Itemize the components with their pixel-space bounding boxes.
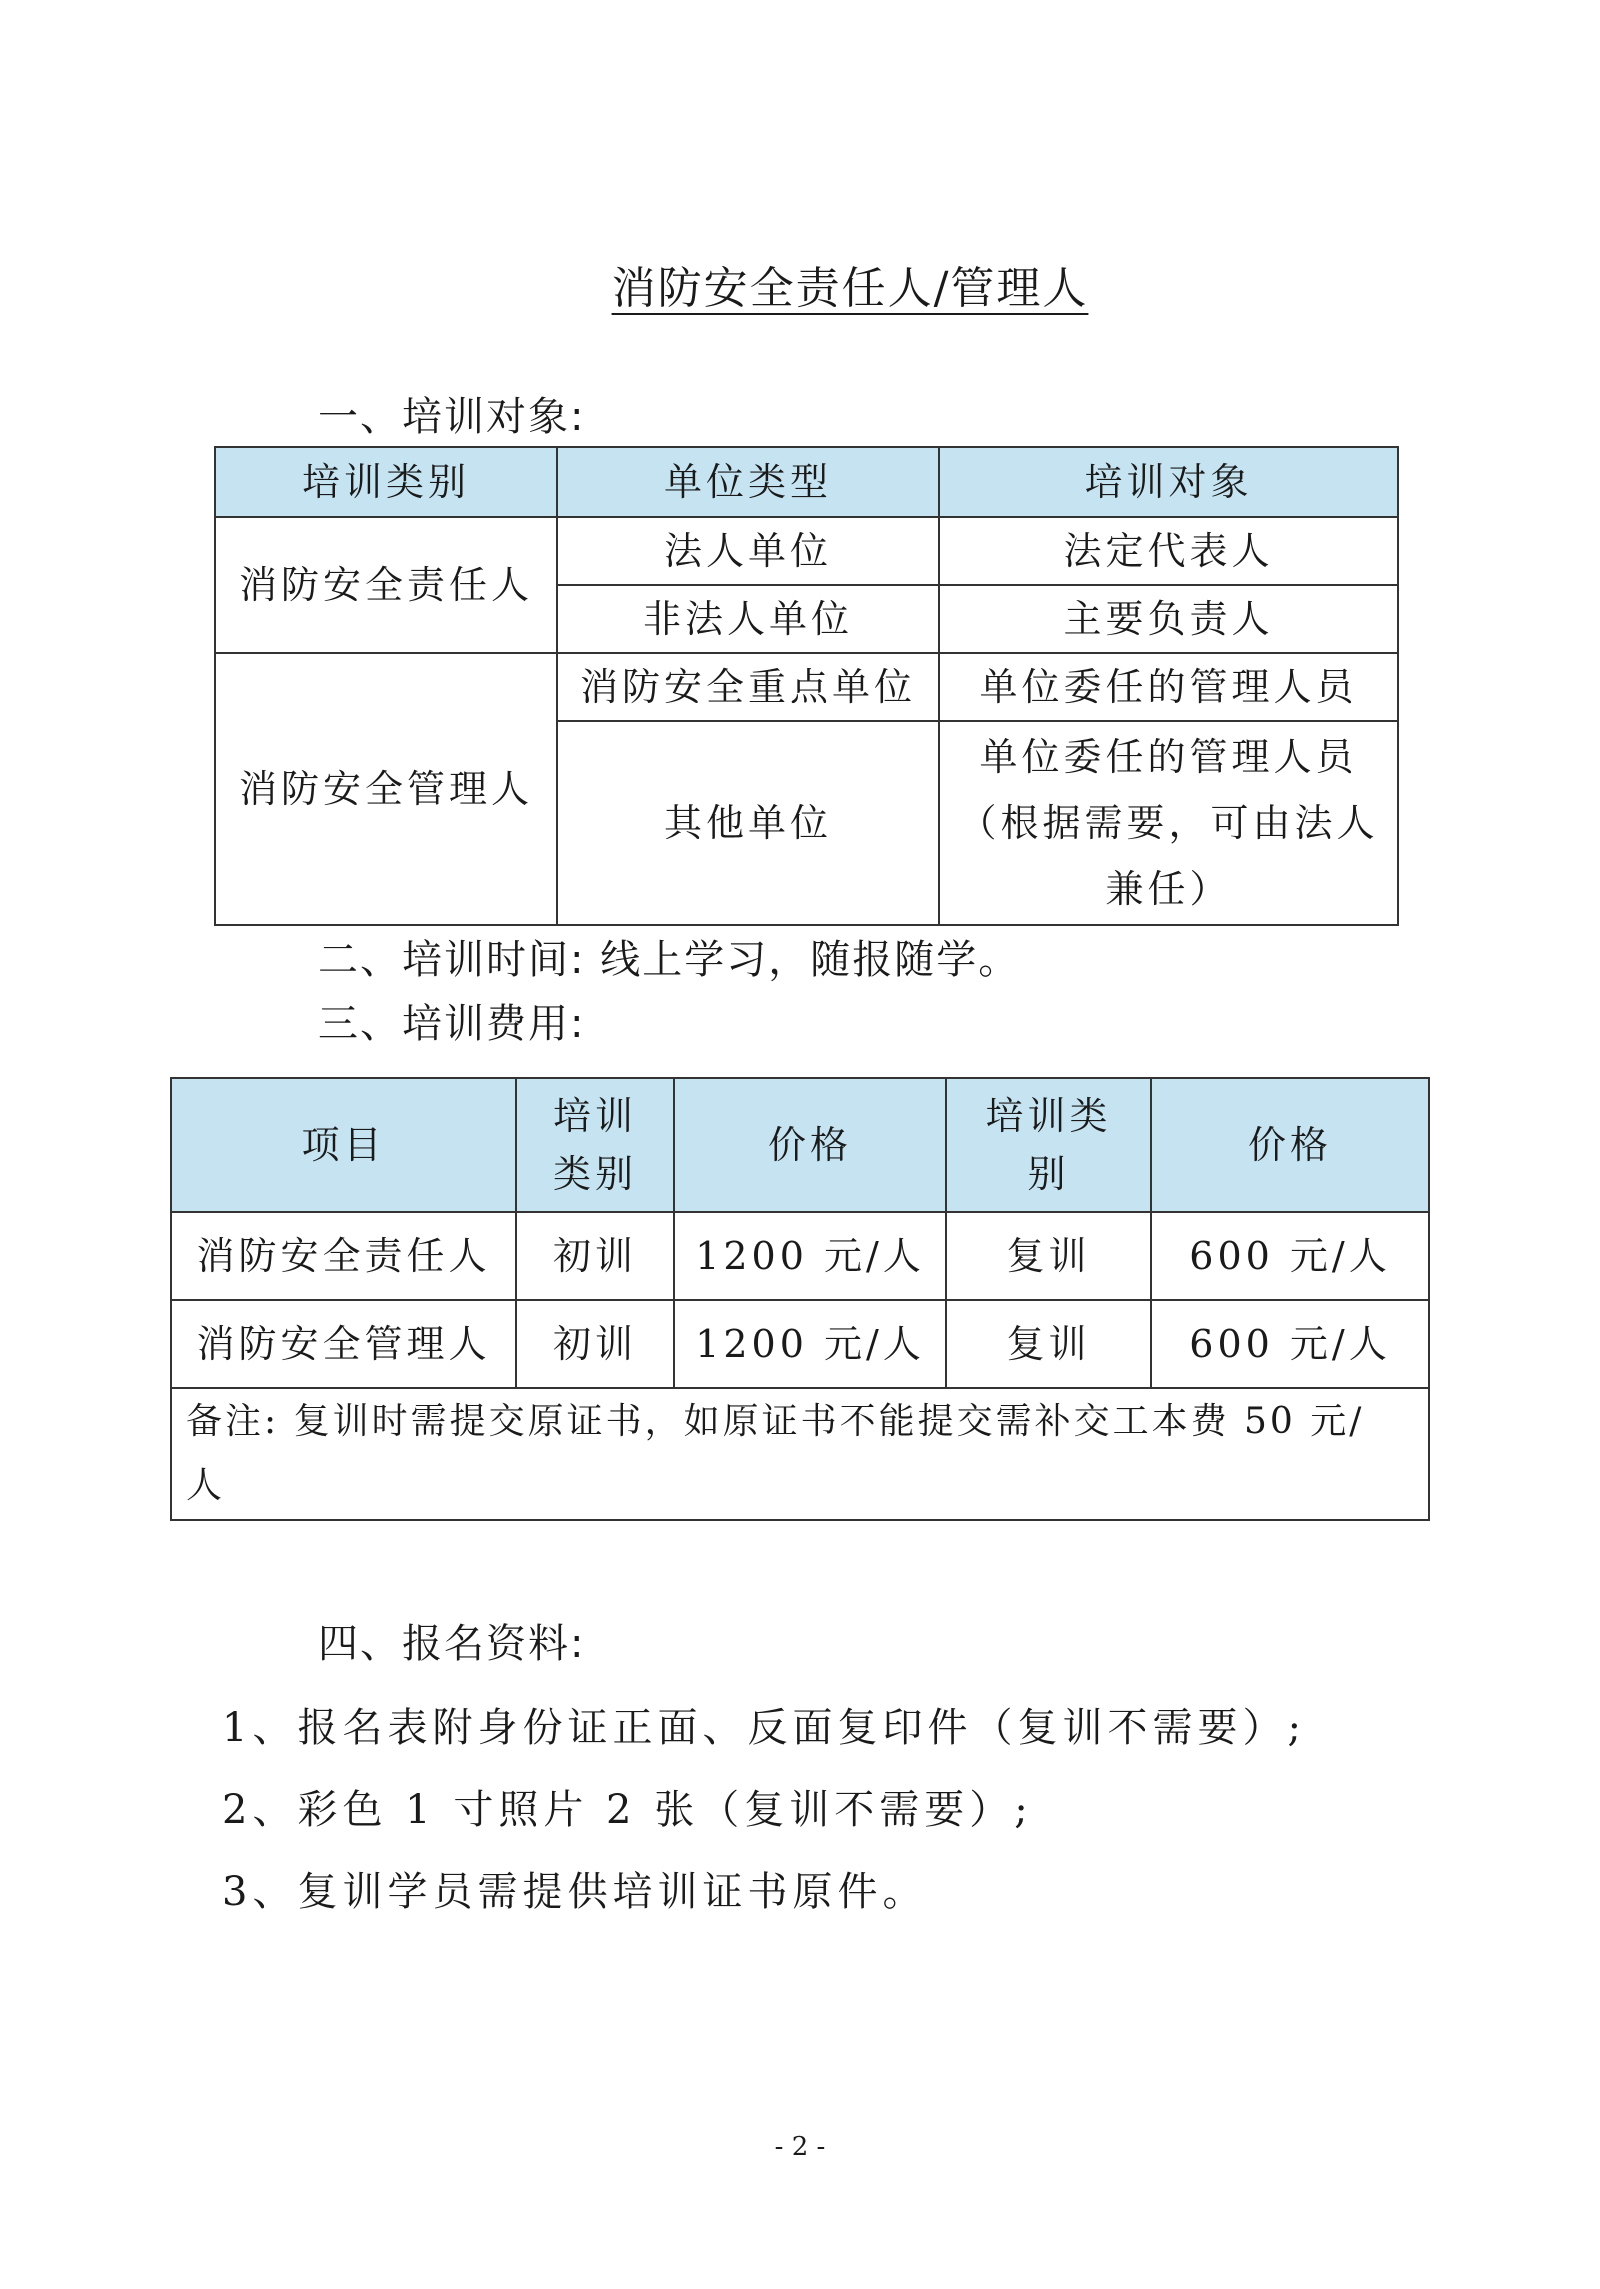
target-line: （根据需要，可由法人	[958, 801, 1379, 845]
price2-cell: 600 元/人	[1151, 1212, 1429, 1300]
header-type1-line: 培训	[552, 1094, 637, 1138]
note-row	[171, 1388, 1429, 1520]
item-cell: 消防安全责任人	[171, 1212, 516, 1300]
unit-cell: 法人单位	[557, 517, 939, 585]
category-cell: 消防安全责任人	[215, 517, 557, 653]
header-item: 项目	[171, 1078, 516, 1212]
price1-cell: 1200 元/人	[674, 1300, 946, 1388]
section4-heading: 四、报名资料:	[318, 1621, 586, 1667]
table-row	[215, 517, 1398, 585]
item-cell: 消防安全管理人	[171, 1300, 516, 1388]
target-line: 兼任）	[1105, 867, 1232, 911]
header-category: 培训类别	[215, 447, 557, 517]
note-line: 人	[186, 1465, 226, 1506]
header-price1: 价格	[674, 1078, 946, 1212]
table-row	[171, 1212, 1429, 1300]
header-type1-line: 类别	[552, 1152, 637, 1196]
list-item: 1、报名表附身份证正面、反面复印件（复训不需要）;	[222, 1705, 1306, 1751]
list-item: 3、复训学员需提供培训证书原件。	[222, 1869, 928, 1915]
target-cell	[939, 721, 1398, 925]
price2-cell: 600 元/人	[1151, 1300, 1429, 1388]
header-type2	[946, 1078, 1151, 1212]
note-line: 备注: 复训时需提交原证书，如原证书不能提交需补交工本费 50 元/	[186, 1401, 1365, 1442]
target-cell: 法定代表人	[939, 517, 1398, 585]
section1-heading: 一、培训对象:	[318, 394, 586, 440]
header-type1	[516, 1078, 674, 1212]
type2-cell: 复训	[946, 1300, 1151, 1388]
table-header-row	[171, 1078, 1429, 1212]
training-target-table	[214, 446, 1399, 926]
target-line: 单位委任的管理人员	[979, 735, 1358, 779]
price1-cell: 1200 元/人	[674, 1212, 946, 1300]
note-cell	[171, 1388, 1429, 1520]
unit-cell: 消防安全重点单位	[557, 653, 939, 721]
target-cell: 单位委任的管理人员	[939, 653, 1398, 721]
training-fee-table	[170, 1077, 1430, 1521]
type1-cell: 初训	[516, 1300, 674, 1388]
table-header-row	[215, 447, 1398, 517]
section3-heading: 三、培训费用:	[318, 1001, 586, 1047]
title-text: 消防安全责任人/管理人	[611, 263, 1089, 314]
table-row	[171, 1300, 1429, 1388]
unit-cell: 其他单位	[557, 721, 939, 925]
type1-cell: 初训	[516, 1212, 674, 1300]
header-type2-line: 培训类	[985, 1094, 1112, 1138]
header-unit-type: 单位类型	[557, 447, 939, 517]
category-cell: 消防安全管理人	[215, 653, 557, 925]
table-row	[215, 653, 1398, 721]
document-title	[0, 252, 1600, 316]
unit-cell: 非法人单位	[557, 585, 939, 653]
section2-heading: 二、培训时间: 线上学习，随报随学。	[318, 937, 1021, 983]
list-item: 2、彩色 1 寸照片 2 张（复训不需要）;	[222, 1787, 1033, 1833]
page-number: - 2 -	[774, 2132, 826, 2162]
header-type2-line: 别	[1027, 1152, 1070, 1196]
header-price2: 价格	[1151, 1078, 1429, 1212]
type2-cell: 复训	[946, 1212, 1151, 1300]
target-cell: 主要负责人	[939, 585, 1398, 653]
header-target: 培训对象	[939, 447, 1398, 517]
